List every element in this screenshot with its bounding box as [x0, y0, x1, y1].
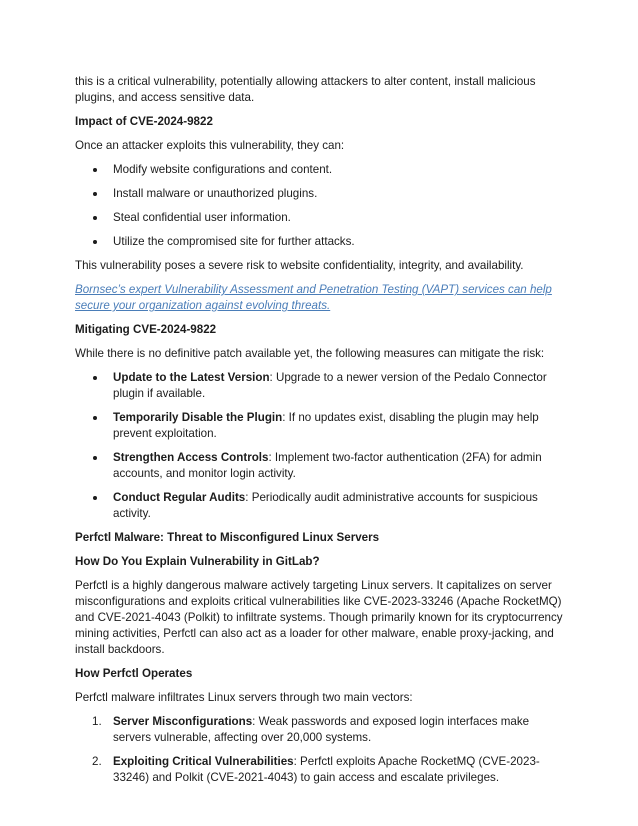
list-item	[75, 450, 565, 482]
item-text: : Weak passwords and exposed login interfaces make servers vulnerable, affecting over 20,000 systems.	[113, 715, 530, 744]
list-item	[75, 370, 565, 402]
promo-paragraph	[75, 282, 565, 314]
item-text: : Periodically audit administrative accounts for suspicious activity.	[113, 491, 538, 520]
item-title: Conduct Regular Audits	[113, 491, 246, 504]
item-text: : Perfctl exploits Apache RocketMQ (CVE-2023-33246) and Polkit (CVE-2021-4043) to gain access and escalate privileges.	[113, 755, 540, 784]
mitigating-list	[75, 370, 565, 522]
perfctl-heading: Perfctl Malware: Threat to Misconfigured Linux Servers	[75, 531, 380, 544]
impact-lead: Once an attacker exploits this vulnerability, they can:	[75, 139, 345, 152]
list-item	[75, 754, 565, 786]
item-number: 1.	[92, 715, 102, 728]
item-text: : If no updates exist, disabling the plugin may help prevent exploitation.	[113, 411, 539, 440]
list-item	[75, 714, 565, 746]
list-item	[75, 490, 565, 522]
list-item: Steal confidential user information.	[75, 210, 565, 226]
item-title: Strengthen Access Controls	[113, 451, 269, 464]
list-item: Utilize the compromised site for further attacks.	[75, 234, 565, 250]
operates-heading: How Perfctl Operates	[75, 667, 193, 680]
gitlab-subheading: How Do You Explain Vulnerability in GitLab?	[75, 555, 320, 568]
item-title: Exploiting Critical Vulnerabilities	[113, 755, 294, 768]
document-content	[75, 74, 565, 794]
mitigating-heading: Mitigating CVE-2024-9822	[75, 323, 217, 336]
item-number: 2.	[92, 755, 102, 768]
list-item: Modify website configurations and content.	[75, 162, 565, 178]
list-item: Install malware or unauthorized plugins.	[75, 186, 565, 202]
item-title: Server Misconfigurations	[113, 715, 253, 728]
item-title: Update to the Latest Version	[113, 371, 270, 384]
item-text: : Upgrade to a newer version of the Pedalo Connector plugin if available.	[113, 371, 547, 400]
impact-list	[75, 162, 565, 250]
impact-summary: This vulnerability poses a severe risk to website confidentiality, integrity, and availability.	[75, 259, 524, 272]
item-text: : Implement two-factor authentication (2FA) for admin accounts, and monitor login activity.	[113, 451, 542, 480]
operates-list	[75, 714, 565, 786]
item-title: Temporarily Disable the Plugin	[113, 411, 283, 424]
impact-heading: Impact of CVE-2024-9822	[75, 115, 213, 128]
operates-lead: Perfctl malware infiltrates Linux servers through two main vectors:	[75, 691, 413, 704]
list-item	[75, 410, 565, 442]
perfctl-body: Perfctl is a highly dangerous malware actively targeting Linux servers. It capitalizes on server misconfigurations and exploits critical vulnerabilities like CVE-2023-33246 (Apache RocketMQ) and CVE-2021-4043 (Polkit) to infiltrate systems. Though primarily known for its cryptocurrency mining activities, Perfctl can also act as a loader for other malware, enable proxy-jacking, and install backdoors.	[75, 579, 563, 656]
mitigating-lead: While there is no definitive patch available yet, the following measures can mitigate the risk:	[75, 347, 545, 360]
vapt-services-link[interactable]: Bornsec’s expert Vulnerability Assessment and Penetration Testing (VAPT) services can help secure your organization against evolving threats.	[75, 283, 552, 312]
intro-paragraph: this is a critical vulnerability, potentially allowing attackers to alter content, install malicious plugins, and access sensitive data.	[75, 75, 536, 104]
